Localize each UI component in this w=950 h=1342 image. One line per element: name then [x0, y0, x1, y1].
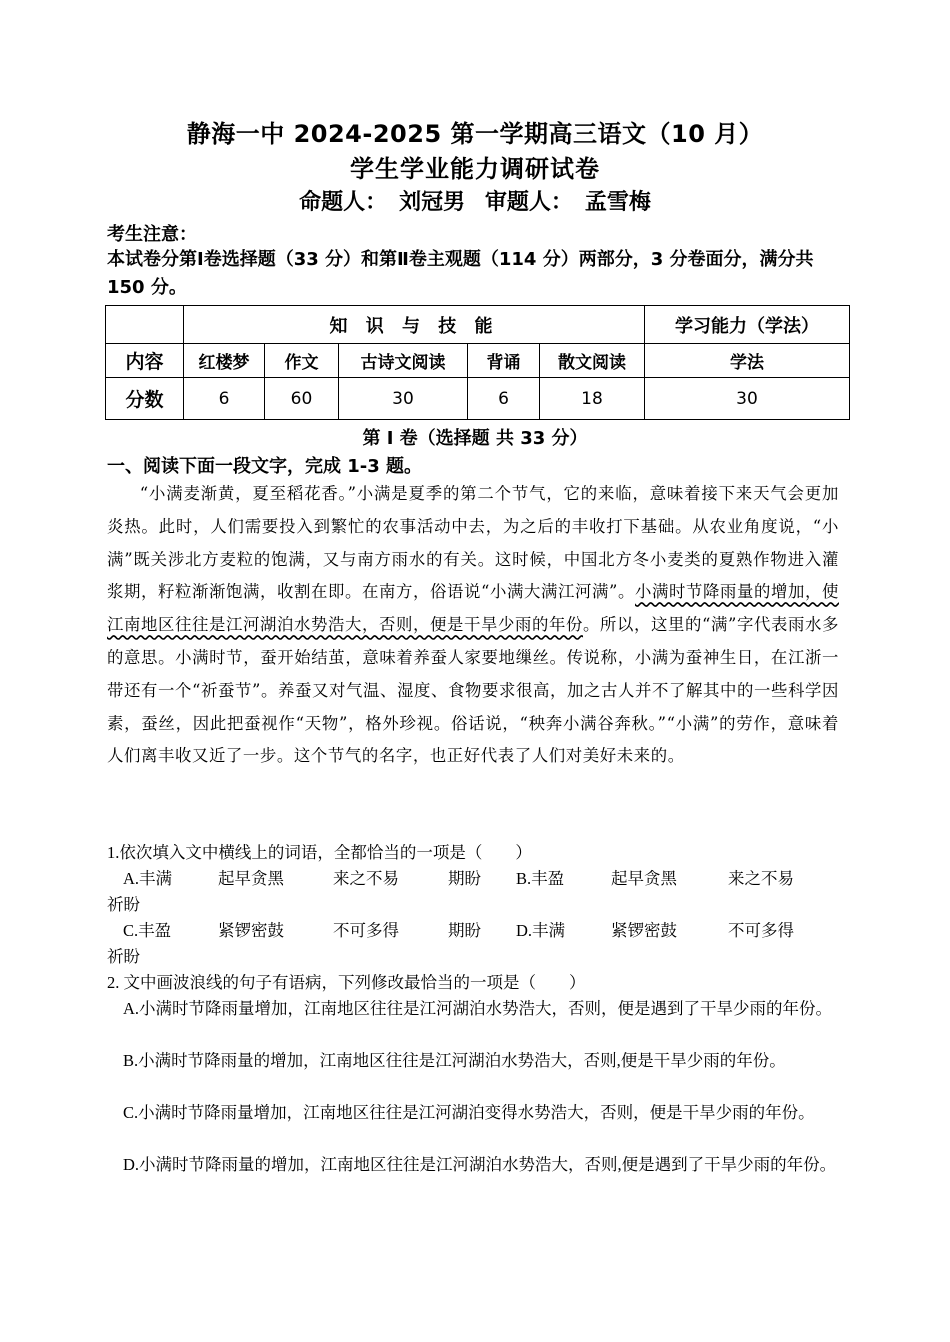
question-1-stem: 1.依次填入文中横线上的词语，全都恰当的一项是（ ） [107, 843, 532, 862]
reviewer-name: 孟雪梅 [584, 190, 651, 215]
option-word: A.丰满 [123, 869, 173, 888]
option-word: 来之不易 [728, 869, 794, 888]
col-gushiwen: 古诗文阅读 [339, 344, 468, 378]
part1-title: 第 Ⅰ 卷（选择题 共 33 分） [362, 428, 588, 449]
col-xuefa: 学法 [645, 344, 850, 378]
option-word: 起早贪黑 [611, 869, 677, 888]
option-word: 起早贪黑 [218, 869, 284, 888]
option-word-wrap: 祈盼 [107, 895, 140, 914]
author-label: 命题人： [299, 190, 388, 215]
option-word: B.丰盈 [516, 869, 565, 888]
option-word-wrap: 祈盼 [107, 947, 140, 966]
notice-label: 考生注意： [107, 224, 197, 245]
group-knowledge-skill: 知 识 与 技 能 [184, 306, 645, 344]
section1-title: 一、阅读下面一段文字，完成 1-3 题。 [107, 456, 423, 477]
row-label-score: 分数 [106, 378, 184, 420]
score-cell: 30 [645, 378, 850, 420]
question-2-option-c: C.小满时节降雨量增加，江南地区往往是江河湖泊变得水势浩大，否则，便是干旱少雨的年份。 [123, 1103, 815, 1122]
exam-title: 静海一中 2024-2025 第一学期高三语文（10 月） [186, 120, 764, 148]
author-name: 刘冠男 [399, 190, 466, 215]
row-label-content: 内容 [106, 344, 184, 378]
option-word: 期盼 [448, 921, 481, 940]
option-word: 不可多得 [333, 921, 399, 940]
passage-text-after: 。所以，这里的“满”字代表雨水多的意思。小满时节，蚕开始结茧，意味着养蚕人家要地缫丝。传说称，小满为蚕神生日，在江浙一带还有一个“祈蚕节”。养蚕又对气温、湿度、食物要求很高，加之古人并不了解其中的一些科学因素，蚕丝，因此把蚕视作“天物”，格外珍视。俗话说，“秧奔小满谷奔秋。”“小满”的劳作，意味着人们离丰收又近了一步。这个节气的名字，也正好代表了人们对美好未来的。 [107, 615, 839, 766]
option-word: 期盼 [448, 869, 481, 888]
option-word: 不可多得 [728, 921, 794, 940]
col-beisong: 背诵 [468, 344, 540, 378]
passage-text-before: “小满麦渐黄，夏至稻花香。”小满是夏季的第二个节气，它的来临，意味着接下来天气会更加炎热。此时，人们需要投入到繁忙的农事活动中去，为之后的丰收打下基础。从农业角度说，“小满”既关涉北方麦粒的饱满，又与南方雨水的有关。这时候，中国北方冬小麦类的夏熟作物进入灌浆期，籽粒渐渐饱满，收割在即。在南方，俗语说“小满大满江河满”。 [107, 484, 839, 602]
group-learning-ability: 学习能力（学法） [645, 306, 850, 344]
option-word: D.丰满 [516, 921, 566, 940]
option-word: 紧锣密鼓 [611, 921, 677, 940]
question-2-option-a: A.小满时节降雨量增加，江南地区往往是江河湖泊水势浩大，否则，便是遇到了干旱少雨的年份。 [123, 999, 833, 1018]
wavy-underlined-sentence: 小满时节降雨量的增加，使江南地区往往是江河湖泊水势浩大，否则，便是干旱少雨的年份 [107, 582, 839, 635]
score-cell: 6 [468, 378, 540, 420]
question-2-option-d: D.小满时节降雨量的增加，江南地区往往是江河湖泊水势浩大，否则,便是遇到了干旱少雨的年份。 [123, 1155, 837, 1174]
option-word: 来之不易 [333, 869, 399, 888]
notice-text: 本试卷分第Ⅰ卷选择题（33 分）和第Ⅱ卷主观题（114 分）两部分，3 分卷面分，满分共 150 分。 [107, 249, 814, 298]
exam-subtitle: 学生学业能力调研试卷 [350, 155, 600, 183]
score-table [105, 305, 850, 420]
score-cell: 30 [339, 378, 468, 420]
col-hongloumeng: 红楼梦 [184, 344, 265, 378]
question-1-options-row2 [107, 918, 847, 970]
reading-passage [107, 478, 839, 773]
score-cell: 60 [265, 378, 339, 420]
score-cell: 18 [540, 378, 645, 420]
question-1-options-row1 [107, 866, 847, 918]
question-2-stem: 2. 文中画波浪线的句子有语病，下列修改最恰当的一项是（ ） [107, 973, 586, 992]
option-word: C.丰盈 [123, 921, 172, 940]
score-cell: 6 [184, 378, 265, 420]
col-sanwen: 散文阅读 [540, 344, 645, 378]
question-2-option-b: B.小满时节降雨量的增加，江南地区往往是江河湖泊水势浩大，否则,便是干旱少雨的年份。 [123, 1051, 786, 1070]
option-word: 紧锣密鼓 [218, 921, 284, 940]
exam-authors [0, 185, 950, 216]
table-corner-cell [106, 306, 184, 344]
reviewer-label: 审题人： [484, 190, 573, 215]
col-zuowen: 作文 [265, 344, 339, 378]
